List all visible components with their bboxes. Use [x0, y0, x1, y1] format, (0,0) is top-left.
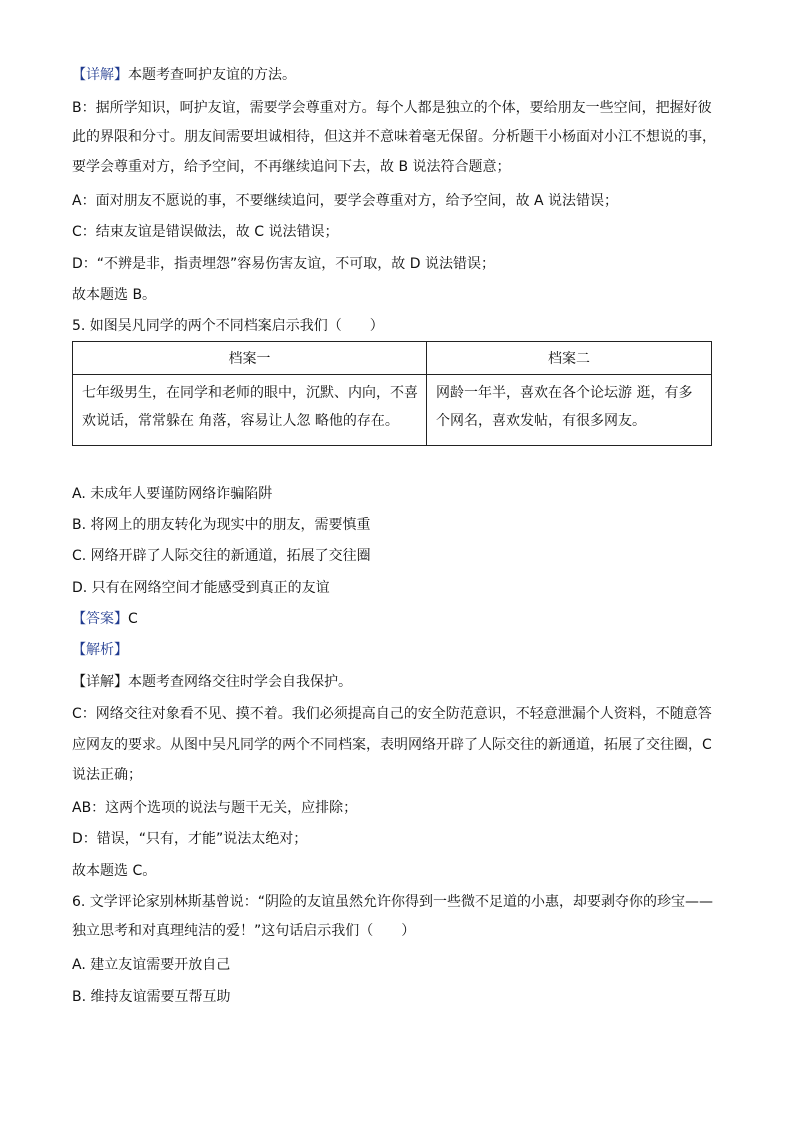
- q5-detail-line: [72, 672, 722, 692]
- answer-value: C: [128, 611, 138, 627]
- q5-option-c: C. 网络开辟了人际交往的新通道，拓展了交往圈: [72, 548, 371, 564]
- q5-option-c-explanation-line1: C：网络交往对象看不见、摸不着。我们必须提高自己的安全防范意识，不轻意泄漏个人资料，不随意答: [72, 706, 712, 722]
- archive-header-1: 档案一: [73, 342, 427, 375]
- q5-answer-line: [72, 609, 722, 629]
- q4-option-b-explanation-line3: 要学会尊重对方，给予空间，不再继续追问下去，故 B 说法符合题意；: [72, 159, 511, 175]
- detail-text: 本题考查网络交往时学会自我保护。: [128, 674, 352, 690]
- q4-option-d-explanation: D：“不辨是非，指责埋怨”容易伤害友谊，不可取，故 D 说法错误；: [72, 256, 495, 272]
- q4-conclusion: 故本题选 B。: [72, 287, 157, 303]
- q6-option-a: A. 建立友谊需要开放自己: [72, 957, 231, 973]
- q5-option-b: B. 将网上的朋友转化为现实中的朋友，需要慎重: [72, 517, 371, 533]
- detail-text: 本题考查呵护友谊的方法。: [128, 67, 296, 83]
- q4-option-b-explanation-line1: B：据所学知识，呵护友谊，需要学会尊重对方。每个人都是独立的个体，要给朋友一些空间，把握好彼: [72, 100, 712, 116]
- archive-cell-1-text: 七年级男生，在同学和老师的眼中，沉默、内向，不喜欢说话，常常躲在 角落，容易让人忽 略他的存在。: [82, 385, 418, 429]
- q5-option-d-explanation: D：错误，“只有，才能”说法太绝对；: [72, 831, 308, 847]
- q5-option-a: A. 未成年人要谨防网络诈骗陷阱: [72, 486, 273, 502]
- q5-option-d: D. 只有在网络空间才能感受到真正的友谊: [72, 580, 330, 596]
- q5-stem: 5. 如图吴凡同学的两个不同档案启示我们（ ）: [72, 318, 384, 334]
- answer-tag: 【答案】: [72, 611, 128, 627]
- q5-conclusion: 故本题选 C。: [72, 863, 157, 879]
- archive-cell-2-text: 网龄一年半，喜欢在各个论坛游 逛，有多个网名，喜欢发帖，有很多网友。: [436, 385, 693, 429]
- q6-stem-line2: 独立思考和对真理纯洁的爱！”这句话启示我们（ ）: [72, 923, 416, 939]
- q6-option-b: B. 维持友谊需要互帮互助: [72, 989, 231, 1005]
- archive-cell-2: [427, 375, 712, 446]
- detail-tag: 【详解】: [72, 67, 128, 83]
- q4-option-c-explanation: C：结束友谊是错误做法，故 C 说法错误；: [72, 224, 339, 240]
- q4-detail-line: [72, 65, 722, 85]
- detail-tag: 【详解】: [72, 674, 128, 690]
- q5-option-c-explanation-line3: 说法正确；: [72, 767, 142, 783]
- q5-option-ab-explanation: AB：这两个选项的说法与题干无关，应排除；: [72, 800, 358, 816]
- archive-table-body-row: [73, 375, 712, 446]
- q6-stem-line1: 6. 文学评论家别林斯基曾说：“阴险的友谊虽然允许你得到一些微不足道的小惠，却要剥夺你的珍宝——: [72, 894, 714, 910]
- archive-table: [72, 341, 712, 446]
- q4-option-b-explanation-line2: 此的界限和分寸。朋友间需要坦诚相待，但这并不意味着毫无保留。分析题干小杨面对小江不想说的事，: [72, 129, 716, 145]
- analysis-tag: 【解析】: [72, 642, 128, 658]
- archive-cell-1: [73, 375, 427, 446]
- archive-table-header-row: [73, 342, 712, 375]
- q4-option-a-explanation: A：面对朋友不愿说的事，不要继续追问，要学会尊重对方，给予空间，故 A 说法错误；: [72, 193, 619, 209]
- q5-option-c-explanation-line2: 应网友的要求。从图中吴凡同学的两个不同档案，表明网络开辟了人际交往的新通道，拓展了交往圈，C: [72, 737, 712, 753]
- archive-header-2: 档案二: [427, 342, 712, 375]
